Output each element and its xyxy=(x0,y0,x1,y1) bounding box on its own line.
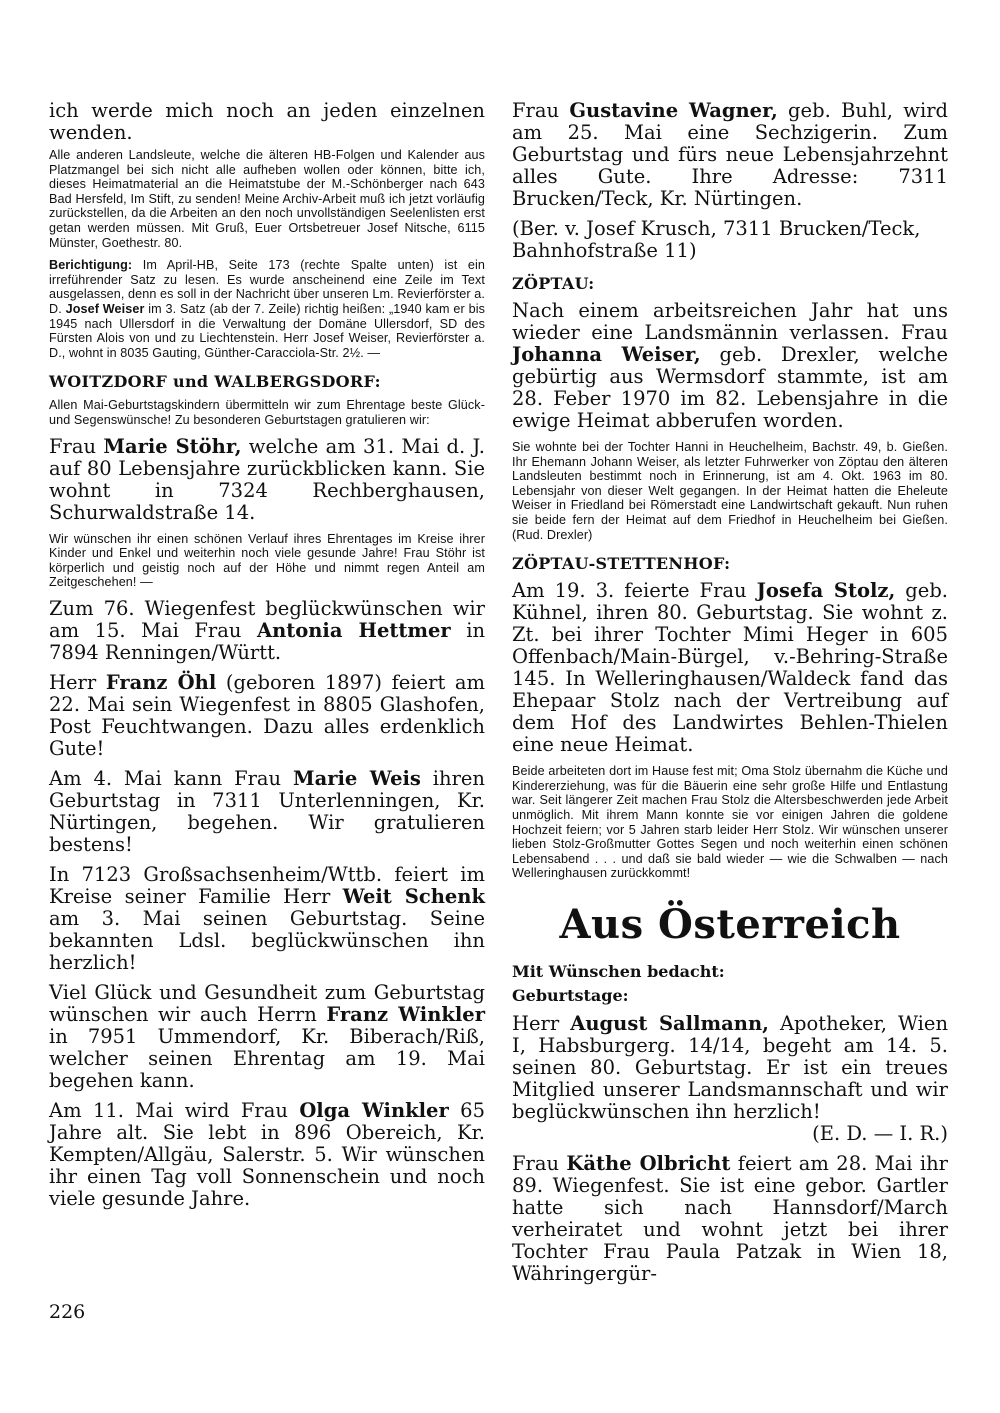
right-column xyxy=(512,100,948,1293)
paragraph xyxy=(49,598,485,664)
signature: (E. D. — I. R.) xyxy=(812,1121,948,1145)
left-column xyxy=(49,100,485,1218)
text: ihren Geburtstag in 7311 Unterlenningen, Kr. Nürtingen, begehen. Wir gratulieren bestens! xyxy=(49,766,485,856)
text: in 7951 Ummendorf, Kr. Biberach/Riß, welcher seinen Ehrentag am 19. Mai begehen kann. xyxy=(49,1024,485,1092)
paragraph xyxy=(49,258,485,360)
person-name: Gustavine Wagner, xyxy=(569,99,778,122)
page-number: 226 xyxy=(49,1301,86,1323)
person-name: Franz Winkler xyxy=(326,1002,485,1026)
paragraph xyxy=(512,1153,948,1285)
paragraph xyxy=(512,1013,948,1123)
text: Herr xyxy=(49,670,106,694)
paragraph xyxy=(512,300,948,432)
text: welche am 31. Mai d. J. auf 80 Lebensjahre zurückblicken kann. Sie wohnt in 7324 Rechberghausen, Schurwaldstraße 14. xyxy=(49,434,485,524)
text: Am 19. 3. feierte Frau xyxy=(512,579,757,603)
section-heading: ZÖPTAU-STETTENHOF: xyxy=(512,554,731,574)
text: Am 4. Mai kann Frau xyxy=(49,766,293,790)
paragraph xyxy=(49,672,485,760)
section-title: Aus Österreich xyxy=(559,900,901,948)
person-name: August Sallmann, xyxy=(570,1011,769,1035)
paragraph: ich werde mich noch an jeden einzelnen wenden. xyxy=(49,99,485,144)
paragraph xyxy=(49,982,485,1092)
paragraph: Alle anderen Landsleute, welche die älteren HB-Folgen und Kalender aus Platzmangel bei sich nicht alle aufheben wollen oder können, bitte ich, dieses Heimatmaterial an die Heimatstube der M.-Schönberger nach 643 Bad Hersfeld, Im Stift, zu senden! Meine Archiv-Arbeit muß ich jetzt vorläufig zurückstellen, da die Arbeiten an den noch unvollständigen Seelenlisten erst getan werden müssen. Mit Gruß, Euer Ortsbetreuer Josef Nitsche, 6115 Münster, Goethestr. 80. xyxy=(49,148,485,250)
text: Frau xyxy=(49,434,104,458)
paragraph xyxy=(512,100,948,210)
person-name: Olga Winkler xyxy=(299,1098,449,1122)
text: geb. Buhl, wird am 25. Mai eine Sechzigerin. Zum Geburtstag und fürs neue Lebensjahrzehnt alles Gute. Ihre Adresse: 7311 Brucken/Teck, Kr. Nürtingen. xyxy=(512,99,949,210)
text: Apotheker, Wien I, Habsburgerg. 14/14, begeht am 14. 5. seinen 80. Geburtstag. Er ist ein treues Mitglied unserer Landsmannschaft und wir beglückwünschen ihn herzlich! xyxy=(512,1011,949,1123)
paragraph xyxy=(512,580,948,756)
text: Frau xyxy=(512,1151,567,1175)
text: 65 Jahre alt. Sie lebt in 896 Obereich, Kr. Kempten/Allgäu, Salerstr. 5. Wir wünschen ihr einen Tag voll Sonnenschein und noch viele gesunde Jahre. xyxy=(49,1098,485,1210)
label: Berichtigung: xyxy=(49,258,133,273)
subheading: Mit Wünschen bedacht: xyxy=(512,961,725,981)
paragraph: Beide arbeiteten dort im Hause fest mit; Oma Stolz übernahm die Küche und Kindererziehung, was für die Bäuerin eine sehr große Hilfe und Entlastung war. Seit längerer Zeit machen Frau Stolz die Altersbeschwerden jede Arbeit unmöglich. Mit ihrem Mann konnte sie vor einigen Jahren die goldene Hochzeit feiern; vor 5 Jahren starb leider Herr Stolz. Wir wünschen unserer lieben Stolz-Großmutter Gottes Segen und noch weiterhin einen schönen Lebensabend . . . und daß sie bald wieder — wie die Schwalben — nach Welleringhausen zurückkommt! xyxy=(512,764,948,881)
paragraph: Wir wünschen ihr einen schönen Verlauf ihres Ehrentages im Kreise ihrer Kinder und Enkel und weiterhin noch viele gesunde Jahre! Frau Stöhr ist körperlich und geistig noch auf der Höhe und nimmt regen Anteil am Zeitgeschehen! — xyxy=(49,531,485,590)
person-name: Johanna Weiser, xyxy=(512,343,701,366)
paragraph xyxy=(49,768,485,856)
text: Zum 76. Wiegenfest beglückwünschen wir am 15. Mai Frau xyxy=(49,596,485,642)
text: Herr xyxy=(512,1011,571,1035)
person-name: Käthe Olbricht xyxy=(566,1151,731,1175)
text: (geboren 1897) feiert am 22. Mai sein Wiegenfest in 8805 Glashofen, Post Feuchtwangen. Dazu alles erdenklich Gute! xyxy=(49,670,486,760)
paragraph: Allen Mai-Geburtstagskindern übermitteln wir zum Ehrentage beste Glück- und Segenswünsche! Zu besonderen Geburtstagen gratulieren wir: xyxy=(49,398,485,427)
text: geb. Kühnel, ihren 80. Geburtstag. Sie wohnt z. Zt. bei ihrer Tochter Mimi Heger in 605 Offenbach/Main-Bürgel, v.-Behring-Straße 145. In Welleringhausen/Waldeck fand das Ehepaar Stolz nach der Vertreibung auf dem Hof des Landwirtes Behlen-Thielen eine neue Heimat. xyxy=(512,579,949,757)
paragraph xyxy=(49,864,485,974)
text: am 3. Mai seinen Geburtstag. Seine bekannten Ldsl. beglückwünschen ihn herzlich! xyxy=(49,906,485,974)
paragraph: (Ber. v. Josef Krusch, 7311 Brucken/Teck, Bahnhofstraße 11) xyxy=(512,217,921,262)
text: Nach einem arbeitsreichen Jahr hat uns wieder eine Landsmännin verlassen. Frau xyxy=(512,299,948,344)
text: geb. Drexler, welche gebürtig aus Wermsdorf stammte, ist am 28. Feber 1970 im 82. Lebensjahre in die ewige Heimat abberufen worden. xyxy=(512,343,948,432)
person-name: Franz Öhl xyxy=(105,670,217,694)
text: in 7894 Renningen/Württ. xyxy=(49,618,485,664)
person-name: Weit Schenk xyxy=(342,884,485,908)
section-heading: WOITZDORF und WALBERGSDORF: xyxy=(49,372,381,392)
person-name: Antonia Hettmer xyxy=(256,618,451,642)
person-name: Josefa Stolz, xyxy=(756,579,896,603)
subheading: Geburtstage: xyxy=(512,985,629,1005)
text: Viel Glück und Gesundheit zum Geburtstag wünschen wir auch Herrn xyxy=(49,980,485,1026)
paragraph xyxy=(49,436,485,524)
paragraph: Sie wohnte bei der Tochter Hanni in Heuchelheim, Bachstr. 49, b. Gießen. Ihr Ehemann Johann Weiser, als letzter Fuhrwerker von Zöptau den älteren Landsleuten bestimmt noch in Erinnerung, ist am 4. Okt. 1963 im 80. Lebensjahr von dieser Welt gegangen. In der Heimat hatten die Eheleute Weiser in Friedland bei Römerstadt eine Landwirtschaft gekauft. Nun ruhen sie beide fern der Heimat auf dem Friedhof in Heuchelheim bei Gießen. (Rud. Drexler) xyxy=(512,440,948,542)
person-name: Josef Weiser xyxy=(65,301,145,316)
person-name: Marie Stöhr, xyxy=(103,434,242,458)
text: Am 11. Mai wird Frau xyxy=(49,1098,300,1122)
section-heading: ZÖPTAU: xyxy=(512,274,595,293)
text: im 3. Satz (ab der 7. Zeile) richtig heißen: „1940 kam er bis 1945 nach Ullersdorf in die Verwaltung der Domäne Ullersdorf, SD des Fürsten Alois von und zu Liechtenstein. Herr Josef Weiser, Revierförster a. D., wohnt in 8035 Gauting, Günther-Caracciola-Str. 2½. — xyxy=(49,301,485,360)
text: In 7123 Großsachsenheim/Wttb. feiert im Kreise seiner Familie Herr xyxy=(49,862,485,908)
text: feiert am 28. Mai ihr 89. Wiegenfest. Sie ist eine gebor. Gartler hatte sich nach Hannsdorf/March verheiratet und wohnt jetzt bei ihrer Tochter Frau Paula Patzak in Wien 18, Währingergür- xyxy=(512,1151,948,1285)
person-name: Marie Weis xyxy=(293,766,421,790)
text: Frau xyxy=(512,99,570,122)
text: Im April-HB, Seite 173 (rechte Spalte unten) ist ein irreführender Satz zu lesen. Es wurde anscheinend eine Zeile im Text ausgelassen, denn es soll in der Nachricht über unseren Lm. Revierförster a. D. xyxy=(49,258,486,316)
paragraph xyxy=(49,1100,485,1210)
